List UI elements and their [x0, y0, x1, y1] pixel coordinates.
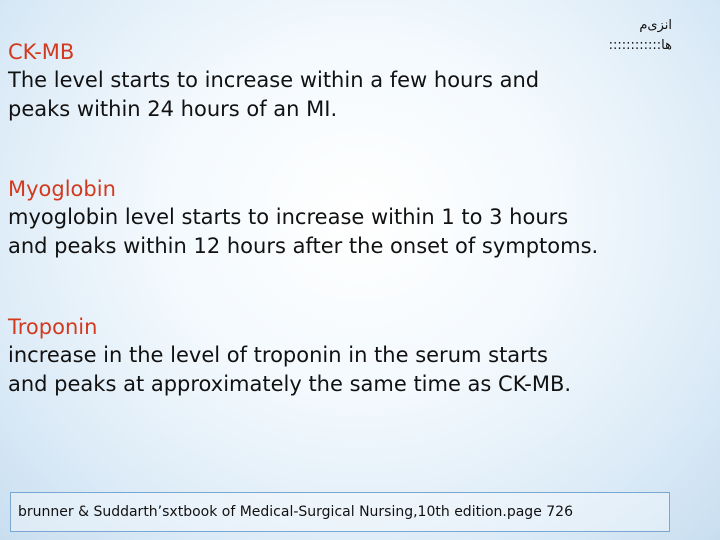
section-heading-ck-mb: CK-MB — [8, 40, 75, 64]
section-body-troponin — [8, 341, 716, 399]
body-line: peaks within 24 hours of an MI. — [8, 97, 338, 121]
body-line: and peaks at approximately the same time as CK-MB. — [8, 372, 572, 396]
enzymes-header-line1: انزی‌م — [639, 18, 672, 33]
body-line: The level starts to increase within a few hours and — [8, 68, 540, 92]
body-line: myoglobin level starts to increase within 1 to 3 hours — [8, 205, 569, 229]
section-body-myoglobin — [8, 203, 716, 261]
section-heading-myoglobin: Myoglobin — [8, 177, 116, 201]
body-line: and peaks within 12 hours after the onset of symptoms. — [8, 234, 599, 258]
citation-text: brunner & Suddarth’sxtbook of Medical-Surgical Nursing,10th edition.page 726 — [18, 504, 573, 520]
body-line: increase in the level of troponin in the serum starts — [8, 343, 548, 367]
citation-box — [10, 492, 670, 532]
enzymes-header-line2: ها:::::::::::: — [608, 38, 672, 53]
section-troponin — [8, 313, 716, 399]
section-heading-troponin: Troponin — [8, 315, 98, 339]
section-ck-mb — [8, 38, 716, 124]
section-myoglobin — [8, 175, 716, 261]
section-body-ck-mb — [8, 66, 716, 124]
